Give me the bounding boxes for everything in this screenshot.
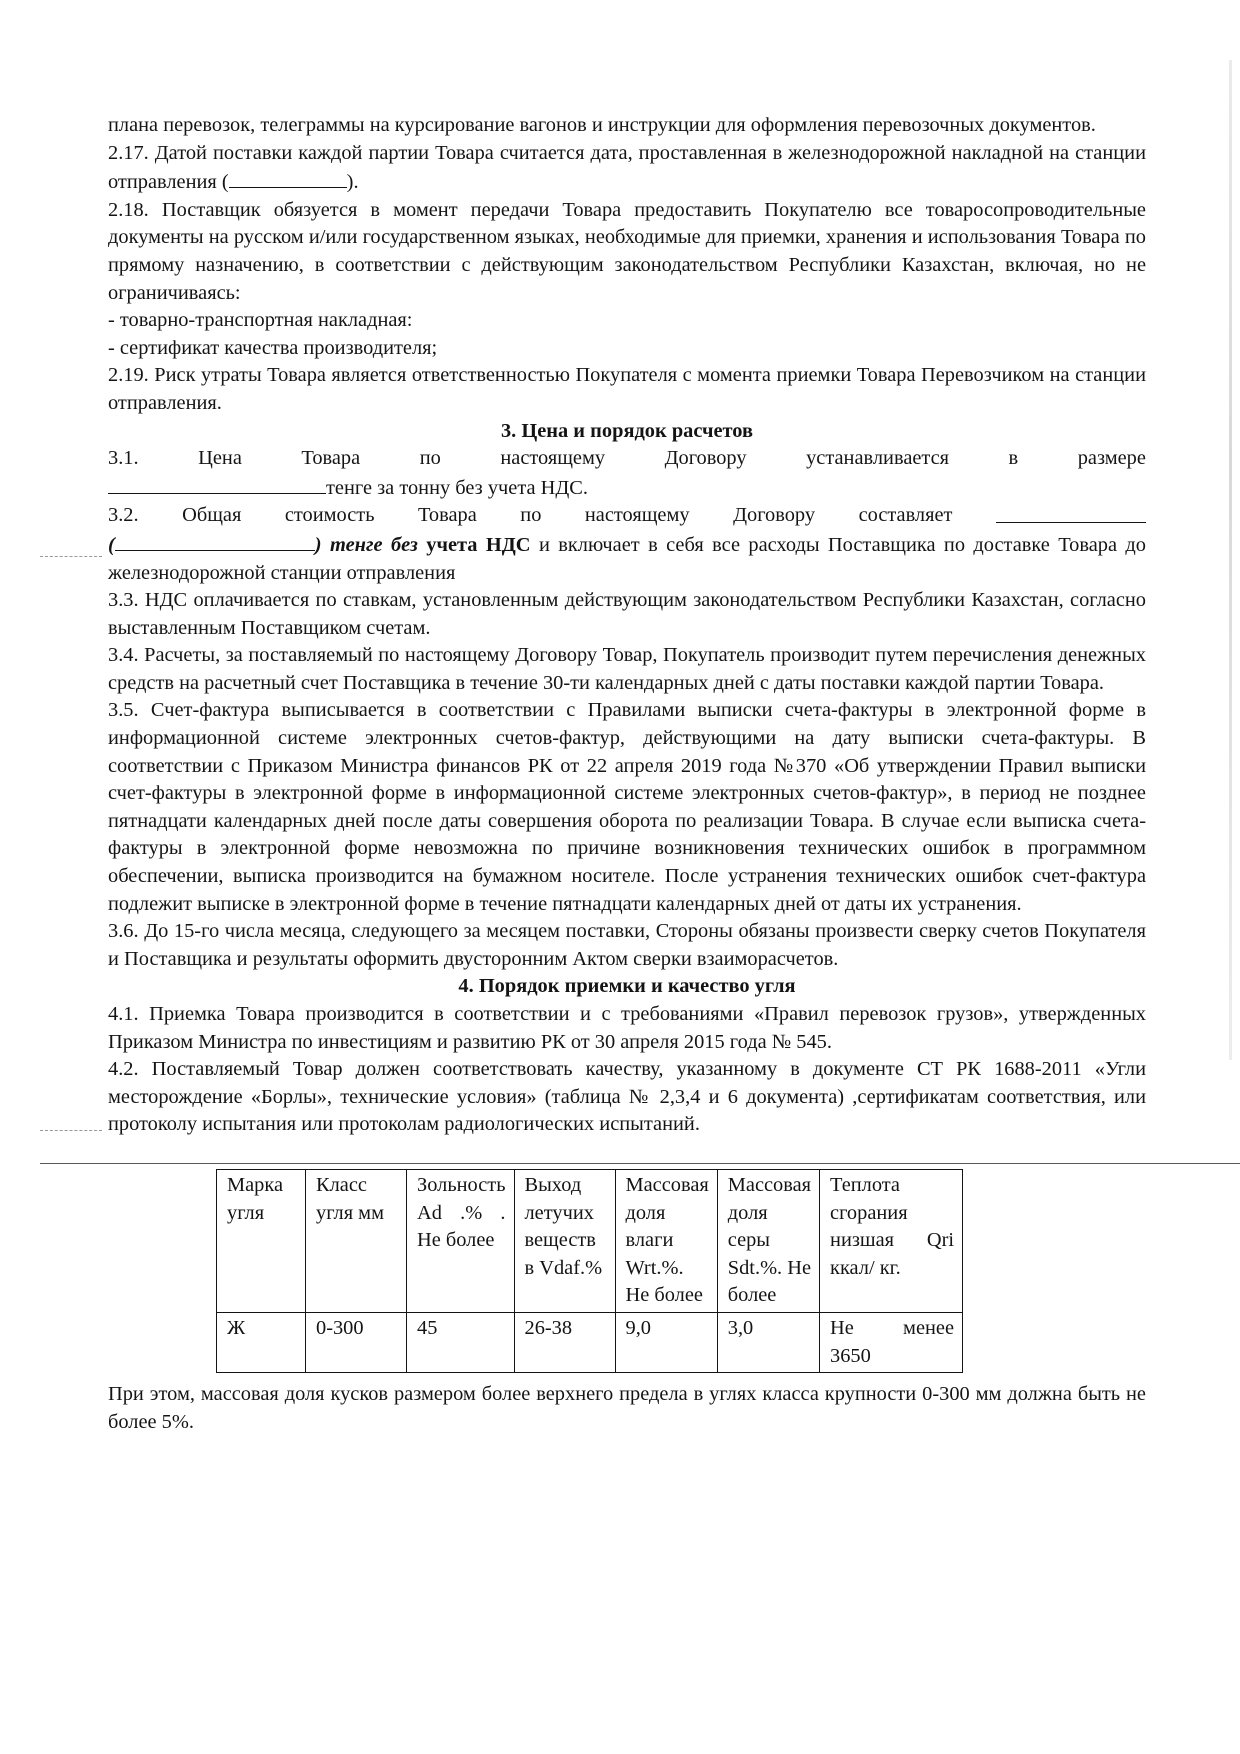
table-cell: 45 <box>407 1312 515 1372</box>
clause-2-19: 2.19. Риск утраты Товара является ответственностью Покупателя с момента приемки Товара Перевозчиком на станции отправления. <box>108 364 1146 414</box>
document-page <box>108 112 1146 1436</box>
table-header-cell: Массовая доля влаги Wrt.%. Не более <box>615 1169 717 1312</box>
word: по <box>520 504 542 527</box>
word: настоящему <box>584 504 690 527</box>
scan-artifact-left <box>40 556 102 557</box>
clause-2-17-after: ). <box>346 171 359 194</box>
word: Договору <box>733 504 816 527</box>
clause-2-17 <box>108 140 1146 197</box>
table-cell: Ж <box>217 1312 306 1372</box>
clause-4-1: 4.1. Приемка Товара производится в соответствии и с требованиями «Правил перевозок грузов», утвержденных Приказом Министра по инвестициям и развитию РК от 30 апреля 2015 года № 545. <box>108 1003 1146 1053</box>
table-cell: 9,0 <box>615 1312 717 1372</box>
word: Цена <box>198 447 242 470</box>
clause-3-4: 3.4. Расчеты, за поставляемый по настоящему Договору Товар, Покупатель производит путем перечисления денежных средств на расчетный счет Поставщика в течение 30-ти календарных дней с даты поставки каждой партии Товара. <box>108 644 1146 694</box>
clause-2-18: 2.18. Поставщик обязуется в момент передачи Товара предоставить Покупателю все товаросопроводительные документы на русском и/или государственном языках, необходимые для приемки, хранения и использования Товара по прямому назначению, в соответствии с действующим законодательством Республики Казахстан, включая, но не ограничиваясь: <box>108 198 1146 304</box>
word: 3.2. <box>108 504 139 527</box>
word: устанавливается <box>806 447 950 470</box>
word: размере <box>1077 447 1146 470</box>
word: составляет <box>858 504 953 527</box>
continuation-paragraph: плана перевозок, телеграммы на курсирование вагонов и инструкции для оформления перевозочных документов. <box>108 114 1096 136</box>
table-header-cell: Класс угля мм <box>306 1169 407 1312</box>
table-cell: 0-300 <box>306 1312 407 1372</box>
table-cell: Не менее 3650 <box>820 1312 963 1372</box>
table-header-cell: Теплота сгорания низшая Qri ккал/ кг. <box>820 1169 963 1312</box>
list-item-waybill: - товарно-транспортная накладная: <box>108 309 413 332</box>
section-3-title: 3. Цена и порядок расчетов <box>500 419 754 442</box>
word: Товара <box>301 447 361 470</box>
word: по <box>419 447 441 470</box>
clause-3-6: 3.6. До 15-го числа месяца, следующего за месяцем поставки, Стороны обязаны произвести сверку счетов Покупателя и Поставщика и результаты оформить двусторонним Актом сверки взаиморасчетов. <box>108 920 1146 970</box>
clause-3-5: 3.5. Счет-фактура выписывается в соответствии с Правилами выписки счета-фактуры в электронной форме в информационной системе электронных счетов-фактур, действующими на дату выписки счета-фактуры. В соответствии с Приказом Министра финансов РК от 22 апреля 2019 года №370 «Об утверждении Правил выписки счет-фактуры в электронной форме в информационной системе электронных счетов-фактур», в период не позднее пятнадцати календарных дней после даты совершения оборота по реализации Товара. В случае если выписка счета-фактуры в электронной форме невозможна по причине возникновения технических ошибок в программном обеспечении, выписка производится на бумажном носителе. После устранения технических ошибок счет-фактура подлежит выписке в электронной форме в течение пятнадцати календарных дней от даты их устранения. <box>108 699 1146 915</box>
table-header-cell: Выход летучих веществ в Vdaf.% <box>514 1169 615 1312</box>
word: в <box>1008 447 1019 470</box>
table-header-row <box>217 1169 963 1312</box>
table-header-cell: Зольность Ad .% . Не более <box>407 1169 515 1312</box>
clause-3-2-continuation: ( ) тенге без учета НДС и включает в себя все расходы Поставщика по доставке Товара до железнодорожной станции отправления <box>108 530 1146 587</box>
word: Общая <box>182 504 242 527</box>
scan-artifact-left-2 <box>40 1130 102 1131</box>
word: настоящему <box>500 447 606 470</box>
clause-2-17-text: 2.17. Датой поставки каждой партии Товара считается дата, проставленная в железнодорожной накладной на станции отправления ( <box>108 141 1146 194</box>
price-blank <box>108 473 326 494</box>
section-4-title: 4. Порядок приемки и качество угля <box>458 975 796 998</box>
word: 3.1. <box>108 447 139 470</box>
clause-3-1-tail-text: тенге за тонну без учета НДС. <box>326 476 588 499</box>
clause-3-2-line <box>108 502 1146 530</box>
clause-3-2-bold-italic: ) тенге без <box>314 533 418 556</box>
table-header-cell: Марка угля <box>217 1169 306 1312</box>
table-cell: 3,0 <box>717 1312 819 1372</box>
clause-3-3: 3.3. НДС оплачивается по ставкам, установленным действующим законодательством Республики Казахстан, согласно выставленным Поставщиком счетам. <box>108 589 1146 639</box>
table-cell: 26-38 <box>514 1312 615 1372</box>
clause-3-1-line <box>108 445 1146 473</box>
clause-3-2-rest: и включает в себя все расходы Поставщика по доставке Товара до железнодорожной станции отправления <box>108 533 1147 584</box>
total-amount-words-blank <box>115 530 315 551</box>
coal-quality-table <box>216 1169 963 1373</box>
table-row <box>217 1312 963 1372</box>
clause-3-1-tail <box>108 473 1146 503</box>
table-header-cell: Массовая доля серы Sdt.%. Не более <box>717 1169 819 1312</box>
total-amount-blank <box>996 502 1146 523</box>
word: стоимость <box>284 504 375 527</box>
word: Договору <box>664 447 747 470</box>
final-note: При этом, массовая доля кусков размером более верхнего предела в углях класса крупности 0-300 мм должна быть не более 5%. <box>108 1383 1146 1433</box>
station-blank <box>229 167 347 188</box>
scan-edge-shadow <box>1229 60 1232 1060</box>
word: Товара <box>418 504 477 527</box>
clause-3-2-bold: учета НДС <box>426 533 531 556</box>
clause-4-2: 4.2. Поставляемый Товар должен соответствовать качеству, указанному в документе СТ РК 1688-2011 «Угли месторождение «Борлы», технические условия» (таблица № 2,3,4 и 6 документа) ,сертификатам соответствия, или протоколу испытания или протоколам радиологических испытаний. <box>108 1058 1146 1136</box>
list-item-certificate: - сертификат качества производителя; <box>108 336 438 359</box>
